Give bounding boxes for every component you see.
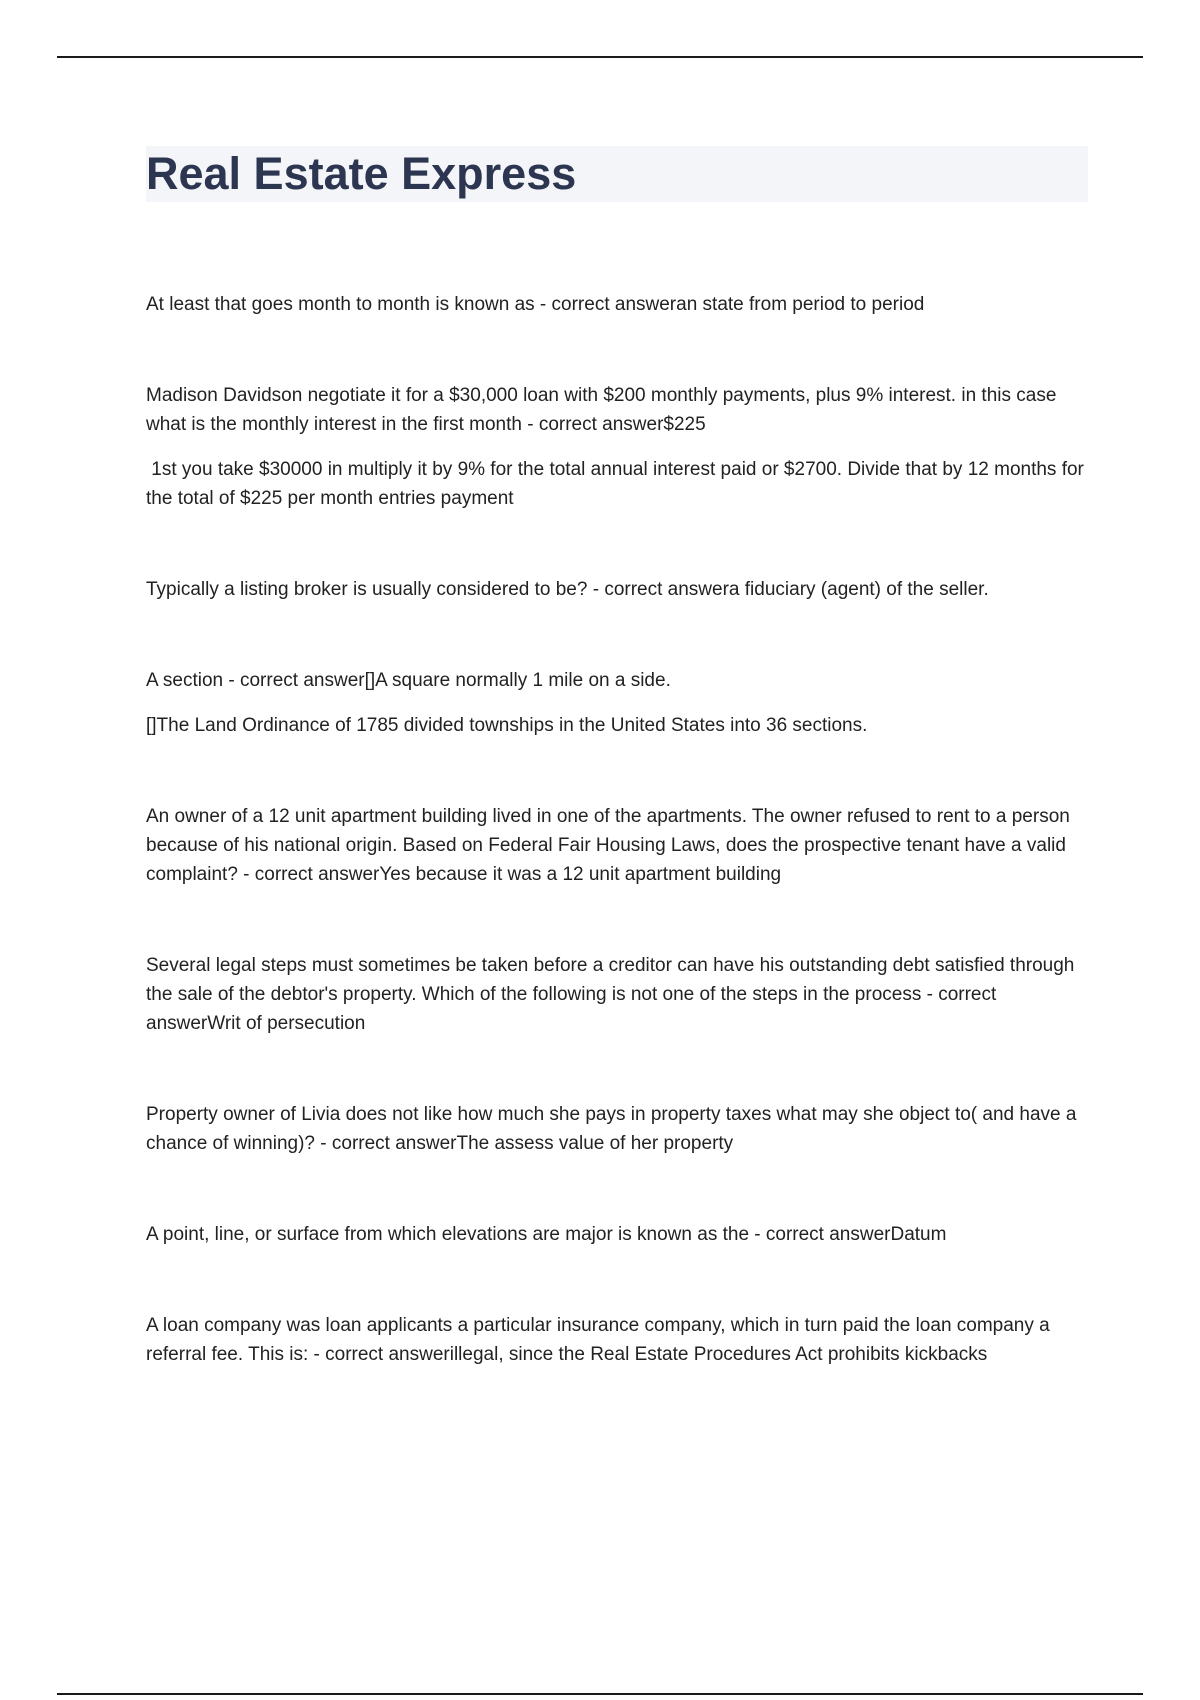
qa-entry — [146, 802, 1096, 889]
qa-entry — [146, 575, 1096, 604]
qa-entry — [146, 666, 1096, 740]
qa-paragraph: An owner of a 12 unit apartment building lived in one of the apartments. The owner refused to rent to a person because of his national origin. Based on Federal Fair Housing Laws, does the prospective tenant have a valid complaint? - correct answerYes because it was a 12 unit apartment building — [146, 806, 1070, 885]
qa-paragraph: A loan company was loan applicants a particular insurance company, which in turn paid the loan company a referral fee. This is: - correct answerillegal, since the Real Estate Procedures Act prohibits kickbacks — [146, 1315, 1050, 1365]
qa-paragraph: Typically a listing broker is usually considered to be? - correct answera fiduciary (agent) of the seller. — [146, 579, 989, 600]
qa-paragraph: Several legal steps must sometimes be taken before a creditor can have his outstanding debt satisfied through the sale of the debtor's property. Which of the following is not one of the steps in the process - correct answerWrit of persecution — [146, 955, 1075, 1034]
qa-entry — [146, 1220, 1096, 1249]
footer-rule — [57, 1693, 1143, 1695]
qa-paragraph: []The Land Ordinance of 1785 divided townships in the United States into 36 sections. — [146, 715, 868, 736]
qa-entry — [146, 381, 1096, 513]
qa-entry — [146, 1311, 1096, 1369]
qa-paragraph: Property owner of Livia does not like how much she pays in property taxes what may she object to( and have a chance of winning)? - correct answerThe assess value of her property — [146, 1104, 1077, 1154]
qa-paragraph: 1st you take $30000 in multiply it by 9% for the total annual interest paid or $2700. Divide that by 12 months for the total of $225 per month entries payment — [146, 459, 1090, 509]
header-rule — [57, 56, 1143, 58]
qa-entry — [146, 1100, 1096, 1158]
qa-paragraph: A point, line, or surface from which elevations are major is known as the - correct answerDatum — [146, 1224, 947, 1245]
qa-list — [146, 290, 1096, 1431]
qa-paragraph: A section - correct answer[]A square normally 1 mile on a side. — [146, 670, 671, 691]
qa-entry — [146, 951, 1096, 1038]
qa-paragraph: At least that goes month to month is known as - correct answeran state from period to period — [146, 294, 925, 315]
page-title: Real Estate Express — [146, 148, 577, 199]
qa-paragraph: Madison Davidson negotiate it for a $30,000 loan with $200 monthly payments, plus 9% interest. in this case what is the monthly interest in the first month - correct answer$225 — [146, 385, 1057, 435]
qa-entry — [146, 290, 1096, 319]
